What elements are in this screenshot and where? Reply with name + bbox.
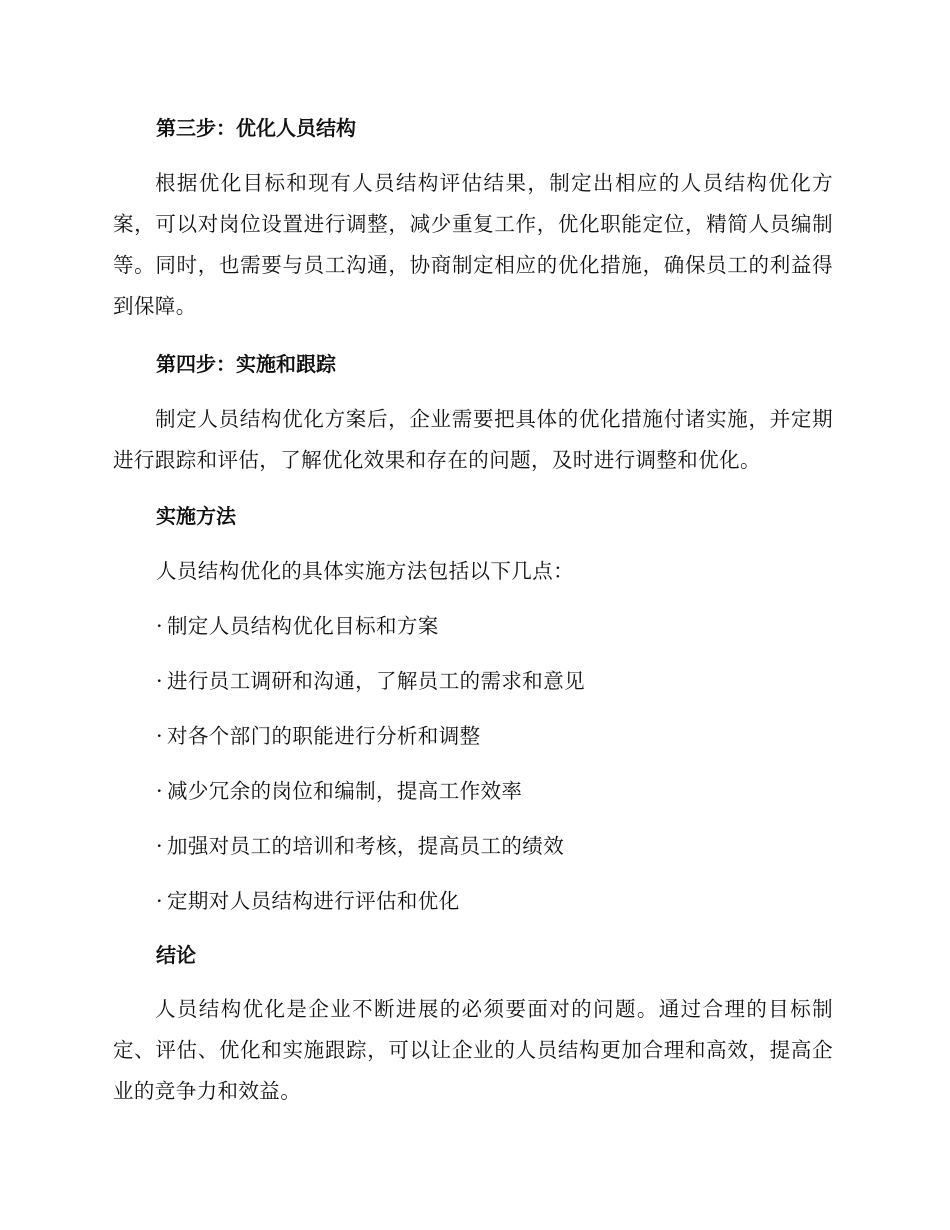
conclusion-body: 人员结构优化是企业不断进展的必须要面对的问题。通过合理的目标制定、评估、优化和实施跟踪，可以让企业的人员结构更加合理和高效，提高企业的竞争力和效益。 <box>113 997 833 1103</box>
step3-heading: 第三步：优化人员结构 <box>156 116 356 140</box>
bullet-marker: · <box>156 724 163 748</box>
list-item <box>156 723 481 749</box>
step4-heading: 第四步：实施和跟踪 <box>156 352 336 376</box>
list-item-text: 加强对员工的培训和考核，提高员工的绩效 <box>167 834 565 858</box>
step3-body: 根据优化目标和现有人员结构评估结果，制定出相应的人员结构优化方案，可以对岗位设置进行调整，减少重复工作，优化职能定位，精简人员编制等。同时，也需要与员工沟通，协商制定相应的优化措施，确保员工的利益得到保障。 <box>113 171 833 318</box>
list-item-text: 制定人员结构优化目标和方案 <box>167 614 439 638</box>
list-item-text: 对各个部门的职能进行分析和调整 <box>167 724 481 748</box>
list-item <box>156 613 439 639</box>
list-item-text: 减少冗余的岗位和编制，提高工作效率 <box>167 779 523 803</box>
list-item <box>156 833 564 859</box>
step4-body: 制定人员结构优化方案后，企业需要把具体的优化措施付诸实施，并定期进行跟踪和评估，了解优化效果和存在的问题，及时进行调整和优化。 <box>113 407 833 472</box>
bullet-marker: · <box>156 889 163 913</box>
bullet-marker: · <box>156 614 163 638</box>
bullet-marker: · <box>156 779 163 803</box>
conclusion-heading: 结论 <box>156 943 196 967</box>
bullet-marker: · <box>156 669 163 693</box>
list-item-text: 定期对人员结构进行评估和优化 <box>167 889 460 913</box>
methods-heading: 实施方法 <box>156 504 236 528</box>
list-item-text: 进行员工调研和沟通，了解员工的需求和意见 <box>167 669 585 693</box>
list-item <box>156 888 460 914</box>
bullet-marker: · <box>156 834 163 858</box>
list-item <box>156 668 585 694</box>
list-item <box>156 778 522 804</box>
methods-intro: 人员结构优化的具体实施方法包括以下几点： <box>156 559 574 583</box>
